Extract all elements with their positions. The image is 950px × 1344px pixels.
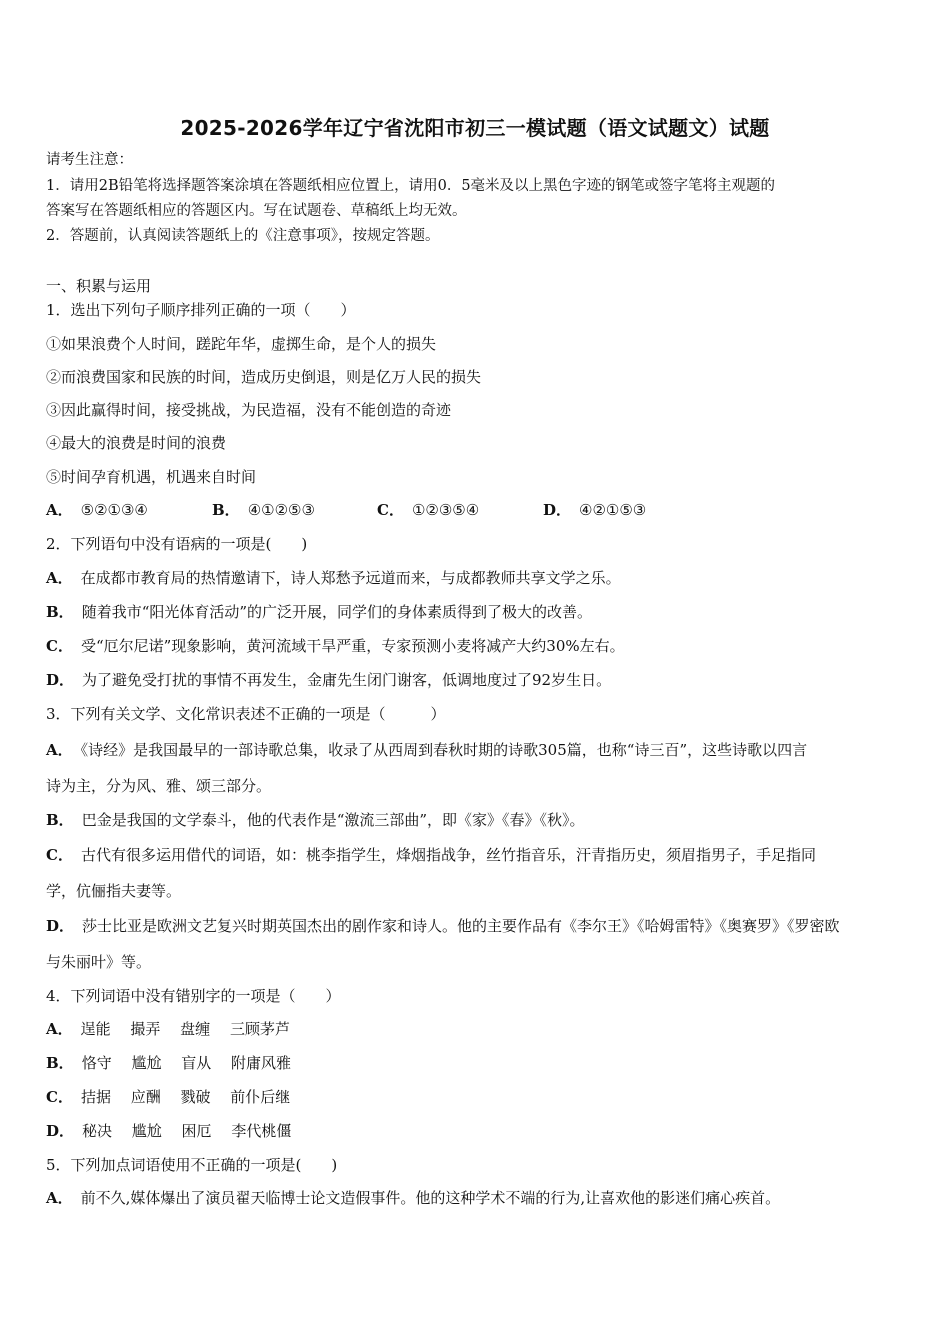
page-title: 2025-2026学年辽宁省沈阳市初三一模试题（语文试题文）试题 bbox=[180, 116, 770, 140]
option-text: 随着我市“阳光体育活动”的广泛开展，同学们的身体素质得到了极大的改善。 bbox=[81, 603, 593, 621]
option-c-continued: 学，伉俪指夫妻等。 bbox=[46, 882, 182, 900]
option-text: ⑤②①③④ bbox=[80, 501, 148, 519]
option-text: 恪守 尴尬 盲从 附庸风雅 bbox=[81, 1054, 291, 1072]
option-label: A． bbox=[46, 1020, 73, 1038]
option-text: ④①②⑤③ bbox=[247, 501, 315, 519]
notice-item-1-line-2: 答案写在答题纸相应的答题区内。写在试题卷、草稿纸上均无效。 bbox=[46, 203, 467, 219]
question-3-stem: 3．下列有关文学、文化常识表述不正确的一项是（ ） bbox=[46, 705, 446, 723]
option-label: B． bbox=[46, 1054, 74, 1072]
option-label: A． bbox=[46, 1189, 73, 1207]
option-d[interactable] bbox=[46, 1121, 910, 1141]
option-label: C． bbox=[46, 1088, 73, 1106]
option-label: B． bbox=[46, 603, 74, 621]
option-text: 拮据 应酬 戮破 前仆后继 bbox=[80, 1088, 291, 1106]
notice-heading: 请考生注意： bbox=[46, 152, 133, 168]
option-label: C． bbox=[377, 501, 404, 519]
option-a[interactable] bbox=[46, 1188, 910, 1208]
option-label: D． bbox=[46, 1122, 75, 1140]
option-label: D． bbox=[46, 917, 75, 935]
option-label: B． bbox=[46, 811, 74, 829]
question-1-stem: 1．选出下列句子顺序排列正确的一项（ ） bbox=[46, 301, 356, 319]
option-text: 巴金是我国的文学泰斗，他的代表作是“激流三部曲”，即《家》《春》《秋》。 bbox=[81, 811, 585, 829]
notice-item-1-line-1: 1．请用2B铅笔将选择题答案涂填在答题纸相应位置上，请用0．5毫米及以上黑色字迹的钢笔或签字笔将主观题的 bbox=[46, 178, 776, 194]
question-1-sentence: ⑤时间孕育机遇，机遇来自时间 bbox=[46, 468, 257, 486]
option-text: 受“厄尔尼诺”现象影响，黄河流域干旱严重，专家预测小麦将减产大约30%左右。 bbox=[80, 637, 625, 655]
option-text: 前不久,媒体爆出了演员翟天临博士论文造假事件。他的这种学术不端的行为,让喜欢他的影迷们痛心疾首。 bbox=[80, 1189, 781, 1207]
option-d[interactable] bbox=[543, 500, 646, 520]
option-a[interactable] bbox=[46, 740, 910, 760]
option-text: 《诗经》是我国最早的一部诗歌总集，收录了从西周到春秋时期的诗歌305篇，也称“诗三百”，这些诗歌以四言 bbox=[80, 741, 808, 759]
option-text: 秘决 尴尬 困厄 李代桃僵 bbox=[82, 1122, 292, 1140]
option-a-continued: 诗为主，分为风、雅、颂三部分。 bbox=[46, 777, 272, 795]
option-a[interactable] bbox=[46, 500, 148, 520]
option-text: ④②①⑤③ bbox=[579, 501, 647, 519]
option-a[interactable] bbox=[46, 1019, 910, 1039]
section-heading: 一、积累与运用 bbox=[46, 277, 152, 295]
option-text: 为了避免受打扰的事情不再发生，金庸先生闭门谢客，低调地度过了92岁生日。 bbox=[82, 671, 612, 689]
option-label: A． bbox=[46, 501, 73, 519]
option-label: D． bbox=[543, 501, 572, 519]
option-a[interactable] bbox=[46, 568, 910, 588]
option-text: 在成都市教育局的热情邀请下，诗人郑愁予远道而来，与成都教师共享文学之乐。 bbox=[80, 569, 621, 587]
question-1-sentence: ①如果浪费个人时间，蹉跎年华，虚掷生命，是个人的损失 bbox=[46, 335, 437, 353]
option-label: B． bbox=[212, 501, 240, 519]
question-4-stem: 4．下列词语中没有错别字的一项是（ ） bbox=[46, 987, 341, 1005]
question-5-stem: 5．下列加点词语使用不正确的一项是( ) bbox=[46, 1156, 338, 1174]
question-1-sentence: ④最大的浪费是时间的浪费 bbox=[46, 434, 227, 452]
option-label: A． bbox=[46, 569, 73, 587]
option-label: C． bbox=[46, 846, 73, 864]
option-c[interactable] bbox=[46, 1087, 910, 1107]
option-c[interactable] bbox=[377, 500, 479, 520]
option-b[interactable] bbox=[46, 602, 910, 622]
question-2-stem: 2．下列语句中没有语病的一项是( ) bbox=[46, 535, 308, 553]
question-1-sentence: ②而浪费国家和民族的时间，造成历史倒退，则是亿万人民的损失 bbox=[46, 368, 482, 386]
option-b[interactable] bbox=[46, 1053, 910, 1073]
option-c[interactable] bbox=[46, 636, 910, 656]
option-text: ①②③⑤④ bbox=[411, 501, 480, 519]
option-label: A． bbox=[46, 741, 73, 759]
question-1-sentence: ③因此赢得时间，接受挑战，为民造福，没有不能创造的奇迹 bbox=[46, 401, 452, 419]
option-b[interactable] bbox=[46, 810, 910, 830]
option-c[interactable] bbox=[46, 845, 910, 865]
option-d[interactable] bbox=[46, 916, 910, 936]
option-text: 古代有很多运用借代的词语，如：桃李指学生，烽烟指战争，丝竹指音乐，汗青指历史，须眉指男子，手足指同 bbox=[80, 846, 816, 864]
option-d-continued: 与朱丽叶》等。 bbox=[46, 953, 152, 971]
option-b[interactable] bbox=[212, 500, 315, 520]
option-text: 莎士比亚是欧洲文艺复兴时期英国杰出的剧作家和诗人。他的主要作品有《李尔王》《哈姆雷特》《奥赛罗》《罗密欧 bbox=[82, 917, 840, 935]
notice-item-2: 2．答题前，认真阅读答题纸上的《注意事项》，按规定答题。 bbox=[46, 228, 440, 244]
option-label: C． bbox=[46, 637, 73, 655]
option-label: D． bbox=[46, 671, 75, 689]
option-d[interactable] bbox=[46, 670, 910, 690]
option-text: 逞能 撮弄 盘缠 三顾茅芦 bbox=[80, 1020, 290, 1038]
